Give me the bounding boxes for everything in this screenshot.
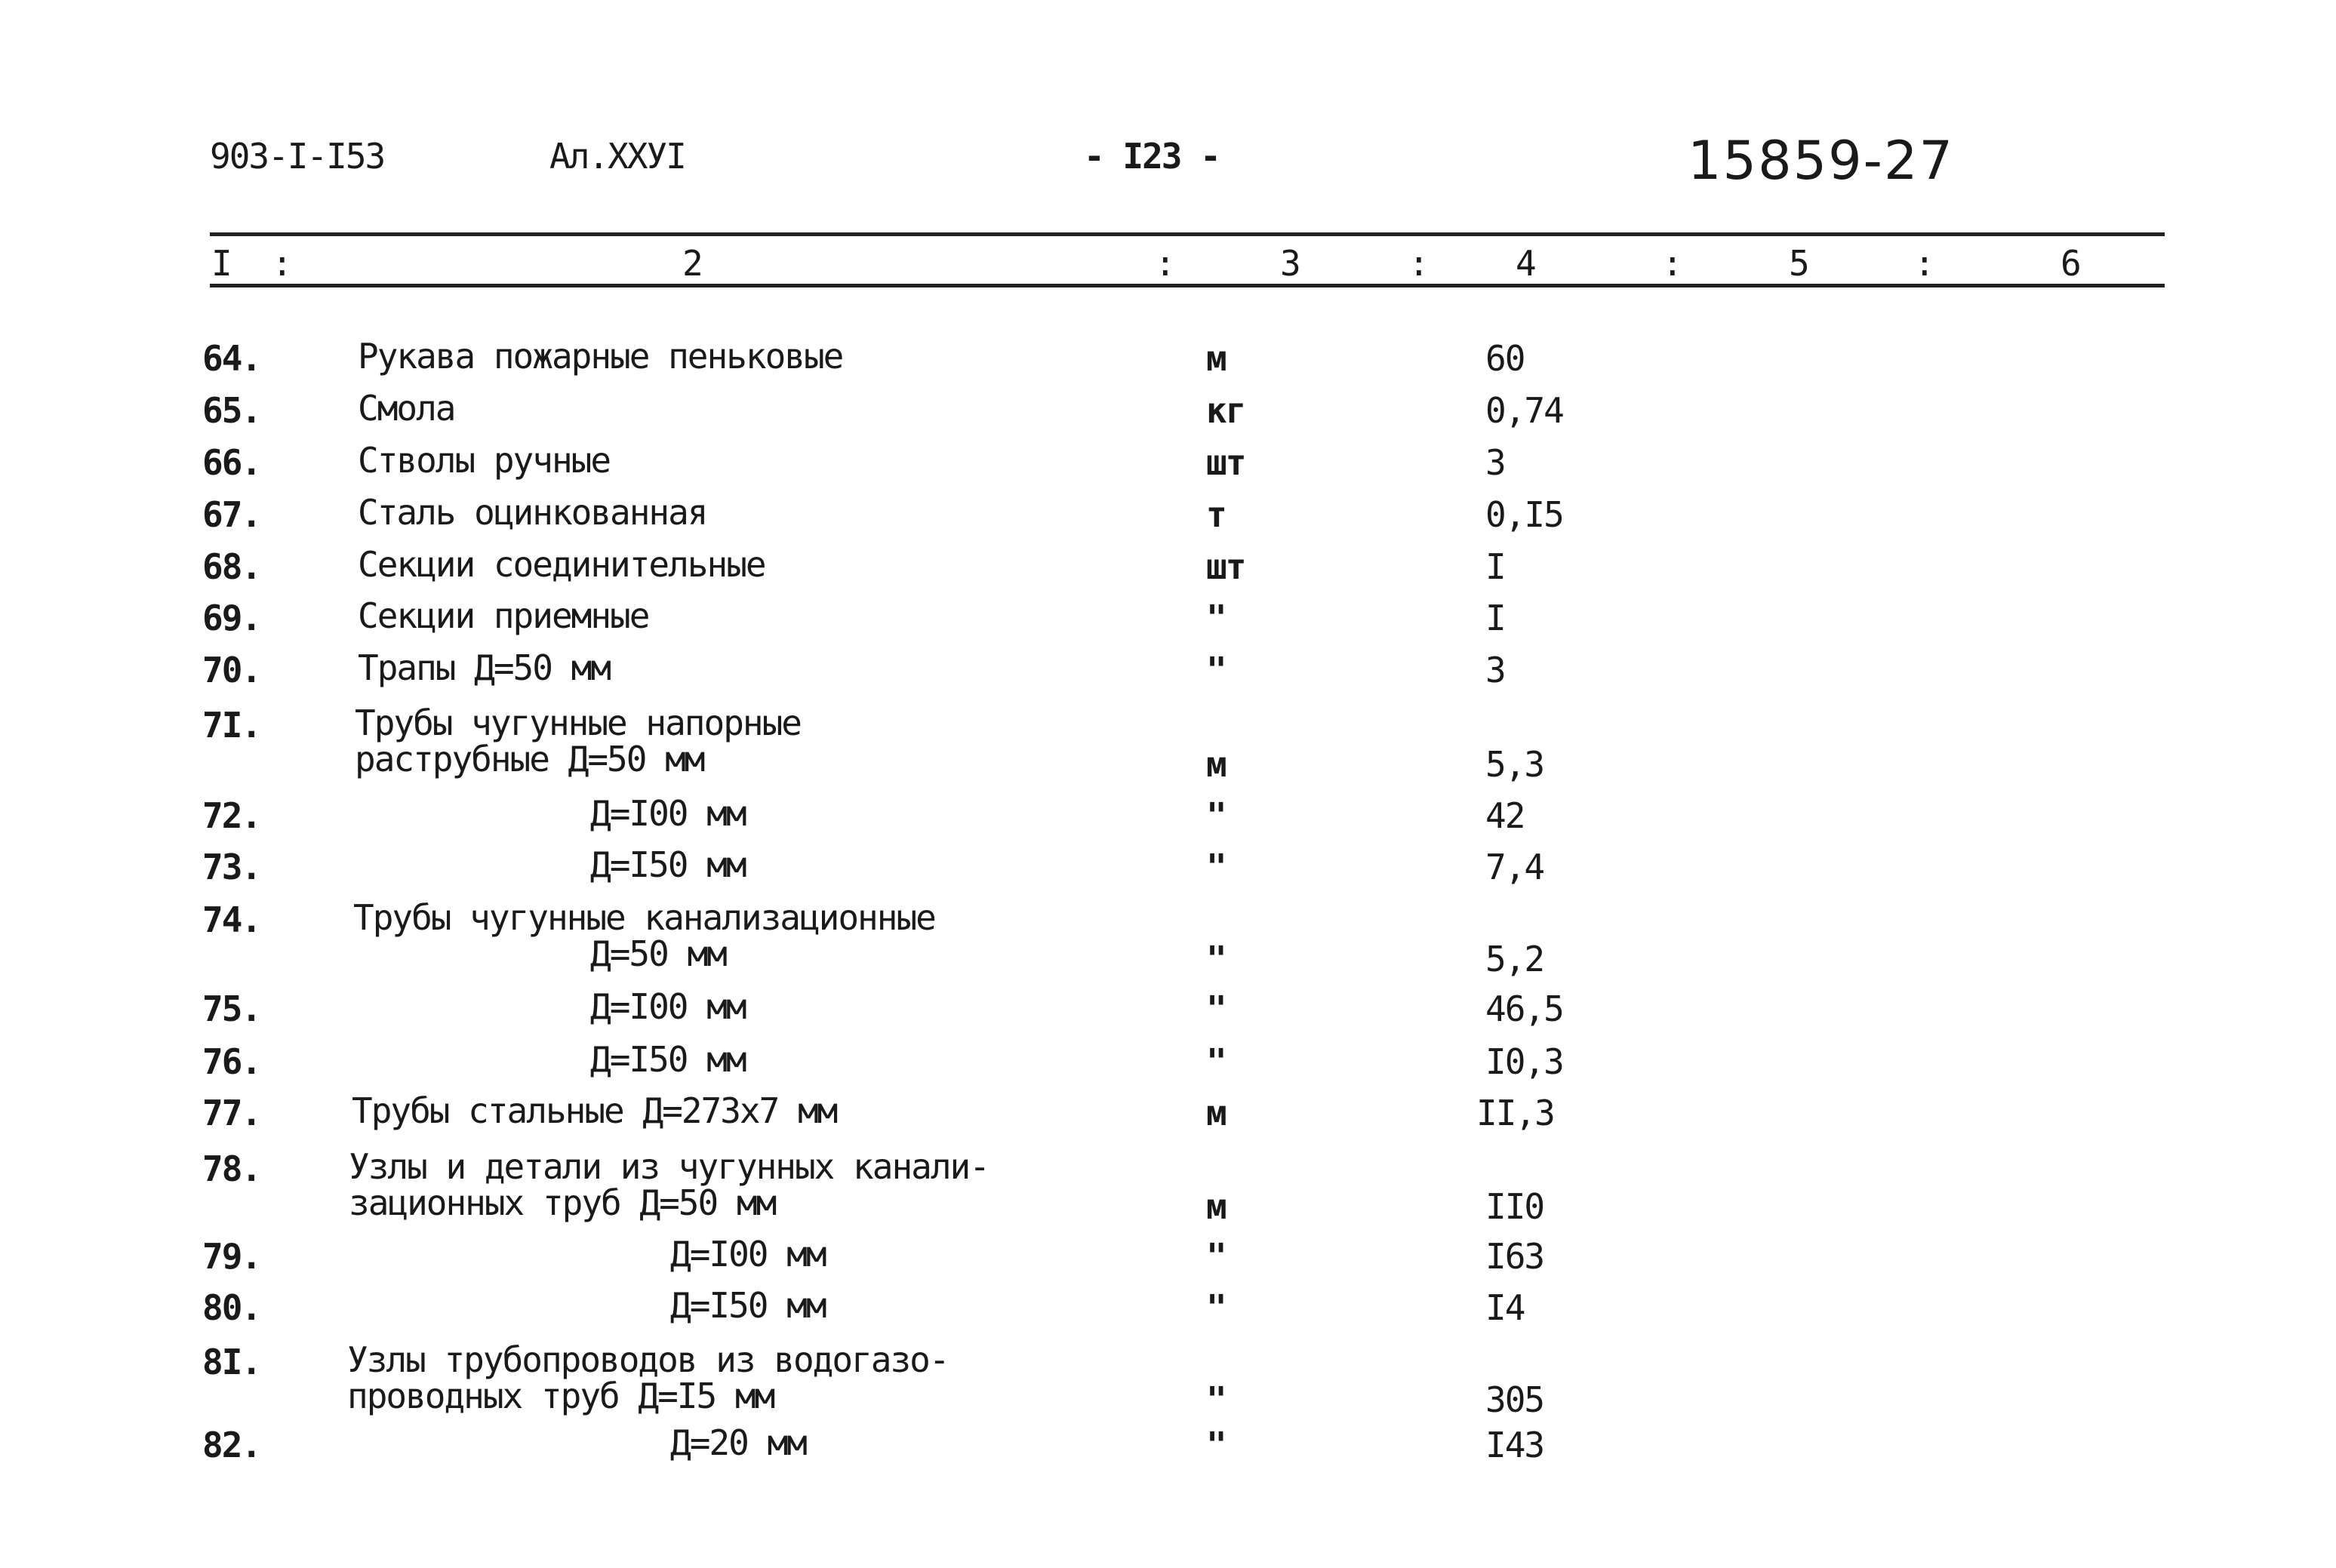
row-number: 8I. — [202, 1342, 261, 1382]
column-separator: : — [1914, 243, 1935, 284]
item-name: Смола — [358, 388, 455, 429]
row-number: 73. — [202, 847, 261, 887]
quantity: 5,2 — [1485, 939, 1544, 979]
quantity: 60 — [1485, 338, 1525, 379]
item-name-continuation: раструбные Д=50 мм — [355, 739, 704, 779]
row-number: 76. — [202, 1041, 261, 1082]
row-number: 70. — [202, 650, 261, 690]
row-number: 68. — [202, 546, 261, 587]
quantity: I — [1485, 546, 1505, 587]
row-number: 7I. — [202, 705, 261, 746]
item-name: Секции приемные — [358, 595, 649, 636]
quantity: 0,74 — [1485, 390, 1563, 431]
unit: шт — [1206, 442, 1245, 483]
quantity: I43 — [1485, 1425, 1544, 1465]
row-number: 66. — [202, 442, 261, 483]
quantity: 3 — [1485, 650, 1505, 690]
item-name: Д=I00 мм — [590, 793, 746, 834]
row-number: 78. — [202, 1148, 261, 1189]
column-number-4: 4 — [1516, 243, 1537, 284]
column-number-1: I — [211, 243, 232, 284]
column-separator: : — [1408, 243, 1430, 284]
item-name: Д=I50 мм — [670, 1285, 826, 1326]
unit: " — [1206, 847, 1226, 887]
row-number: 77. — [202, 1093, 261, 1133]
quantity: I4 — [1485, 1287, 1525, 1328]
unit: т — [1206, 494, 1226, 535]
item-name: Сталь оцинкованная — [358, 492, 707, 533]
header-bottom-rule — [210, 284, 2165, 287]
row-number: 64. — [202, 338, 261, 379]
quantity: 46,5 — [1485, 988, 1563, 1029]
document-code: 903-I-I53 — [210, 136, 385, 177]
unit: шт — [1206, 546, 1245, 587]
item-name: Д=I50 мм — [590, 844, 746, 885]
item-name: Трубы чугунные канализационные — [353, 897, 935, 938]
column-number-3: 3 — [1280, 243, 1301, 284]
row-number: 75. — [202, 988, 261, 1029]
unit: " — [1206, 1287, 1226, 1328]
item-name: Д=I00 мм — [590, 986, 746, 1027]
unit: м — [1206, 1186, 1226, 1227]
item-name: Рукава пожарные пеньковые — [358, 336, 843, 377]
unit: " — [1206, 795, 1226, 836]
quantity: 3 — [1485, 442, 1505, 483]
row-number: 79. — [202, 1236, 261, 1277]
item-name: Узлы трубопроводов из водогазо- — [347, 1339, 949, 1380]
unit: м — [1206, 744, 1226, 785]
row-number: 69. — [202, 598, 261, 638]
column-number-2: 2 — [682, 243, 703, 284]
item-name: Трапы Д=50 мм — [358, 647, 611, 688]
row-number: 72. — [202, 795, 261, 836]
row-number: 74. — [202, 899, 261, 940]
column-separator: : — [272, 243, 293, 284]
unit: " — [1206, 939, 1226, 979]
item-name: Д=20 мм — [670, 1422, 806, 1463]
quantity: 7,4 — [1485, 847, 1544, 887]
quantity: 5,3 — [1485, 744, 1544, 785]
unit: " — [1206, 598, 1226, 638]
item-name-continuation: зационных труб Д=50 мм — [349, 1182, 776, 1223]
quantity: 305 — [1485, 1379, 1544, 1420]
row-number: 65. — [202, 390, 261, 431]
item-name: Трубы чугунные напорные — [355, 703, 801, 743]
quantity: 42 — [1485, 795, 1525, 836]
item-name: Трубы стальные Д=273х7 мм — [352, 1090, 837, 1131]
quantity: I63 — [1485, 1236, 1544, 1277]
column-separator: : — [1662, 243, 1683, 284]
column-separator: : — [1155, 243, 1176, 284]
quantity: I — [1485, 598, 1505, 638]
unit: " — [1206, 1425, 1226, 1465]
row-number: 80. — [202, 1287, 261, 1328]
item-name: Секции соединительные — [358, 544, 765, 585]
unit: " — [1206, 650, 1226, 690]
item-name: Д=I00 мм — [670, 1234, 826, 1274]
unit: кг — [1206, 390, 1245, 431]
quantity: II,3 — [1476, 1093, 1554, 1133]
item-name: Узлы и детали из чугунных канали- — [349, 1146, 989, 1187]
unit: " — [1206, 1379, 1226, 1420]
unit: " — [1206, 988, 1226, 1029]
unit: м — [1206, 1093, 1226, 1133]
unit: " — [1206, 1041, 1226, 1082]
page-number: - I23 - — [1084, 136, 1220, 177]
quantity: 0,I5 — [1485, 494, 1563, 535]
unit: м — [1206, 338, 1226, 379]
unit: " — [1206, 1236, 1226, 1277]
quantity: I0,3 — [1485, 1041, 1563, 1082]
column-number-6: 6 — [2061, 243, 2082, 284]
archive-number-handwritten: 15859-27 — [1688, 130, 1955, 192]
item-name-continuation: проводных труб Д=I5 мм — [347, 1376, 774, 1416]
item-name-continuation: Д=50 мм — [590, 933, 726, 974]
album-number: Ал.XXУI — [549, 136, 685, 177]
header-top-rule — [210, 232, 2165, 236]
quantity: II0 — [1485, 1186, 1544, 1227]
row-number: 82. — [202, 1425, 261, 1465]
item-name: Стволы ручные — [358, 440, 611, 481]
column-number-5: 5 — [1789, 243, 1810, 284]
item-name: Д=I50 мм — [590, 1039, 746, 1080]
row-number: 67. — [202, 494, 261, 535]
